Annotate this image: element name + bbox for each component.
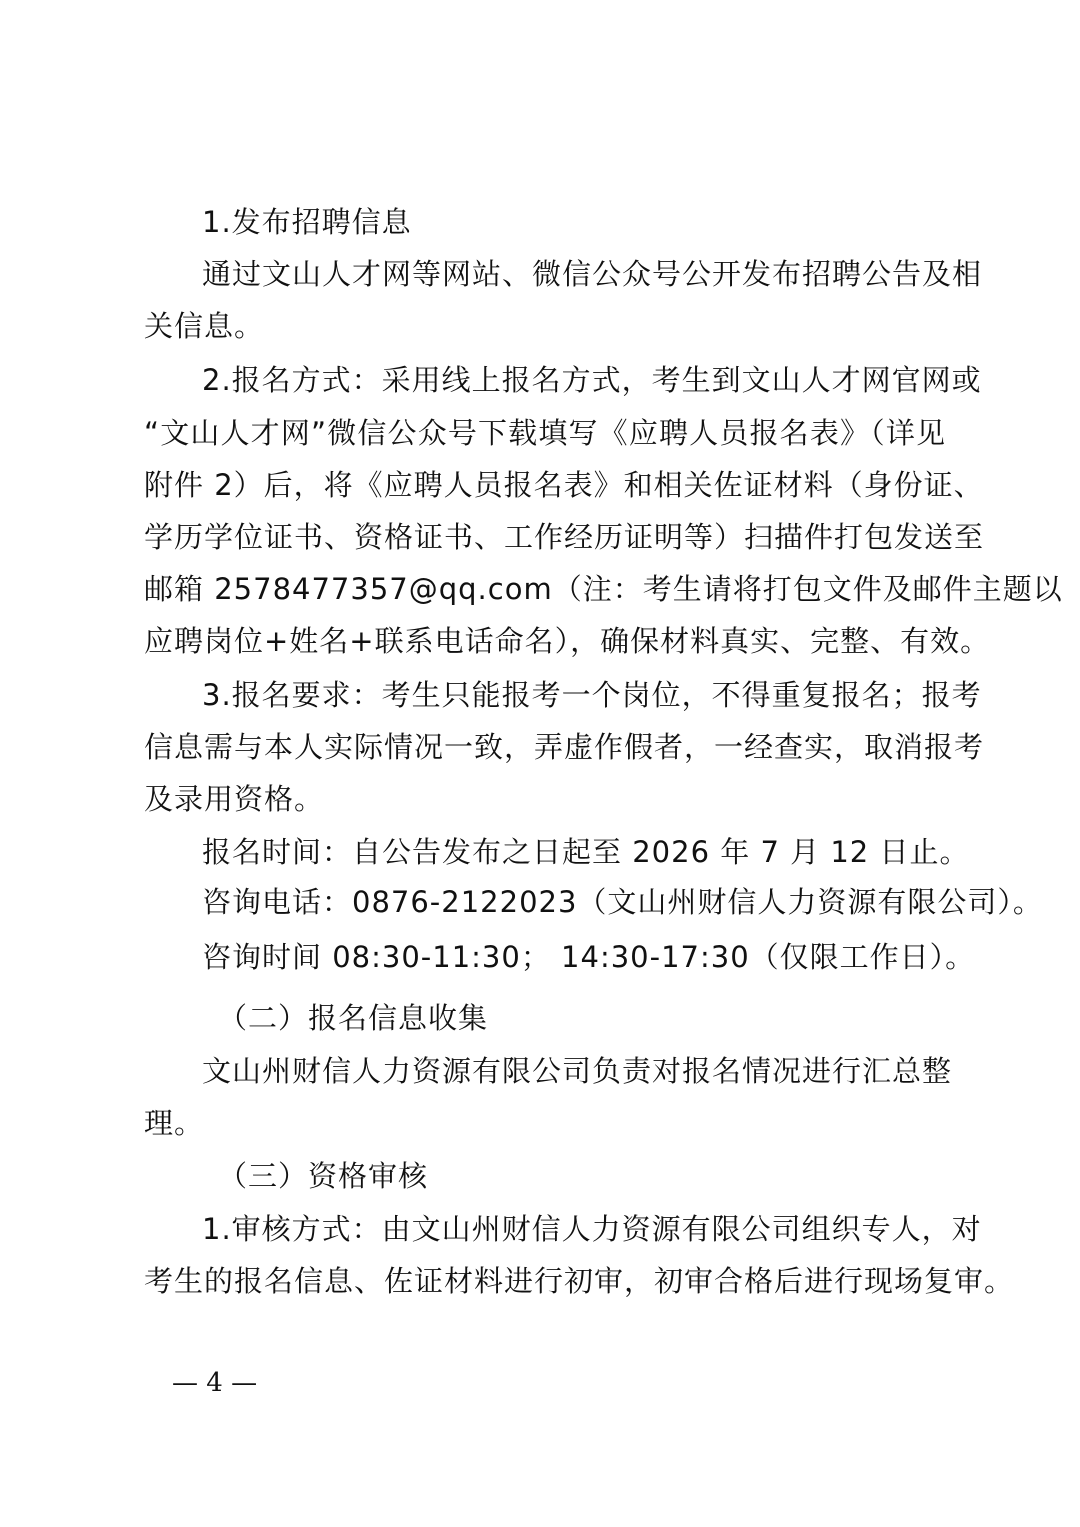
paragraph-line: 2.报名方式：采用线上报名方式，考生到文山人才网官网或 bbox=[202, 363, 982, 397]
paragraph-line: 3.报名要求：考生只能报考一个岗位，不得重复报名；报考 bbox=[202, 678, 982, 712]
paragraph-line: 应聘岗位+姓名+联系电话命名），确保材料真实、完整、有效。 bbox=[144, 624, 991, 658]
paragraph-line: “文山人才网”微信公众号下载填写《应聘人员报名表》（详见 bbox=[144, 416, 946, 450]
section-heading-review: （三）资格审核 bbox=[218, 1159, 429, 1193]
registration-time: 报名时间：自公告发布之日起至 2026 年 7 月 12 日止。 bbox=[202, 835, 970, 869]
paragraph-line-email: 邮箱 2578477357@qq.com（注：考生请将打包文件及邮件主题以 bbox=[144, 572, 1063, 606]
paragraph-line: 附件 2）后，将《应聘人员报名表》和相关佐证材料（身份证、 bbox=[144, 468, 984, 502]
consult-phone: 咨询电话：0876-2122023（文山州财信人力资源有限公司）。 bbox=[202, 885, 1043, 919]
paragraph-line: 信息需与本人实际情况一致，弄虚作假者，一经查实，取消报考 bbox=[144, 730, 985, 764]
paragraph-line: 学历学位证书、资格证书、工作经历证明等）扫描件打包发送至 bbox=[144, 520, 985, 554]
paragraph-line: 关信息。 bbox=[144, 309, 265, 343]
paragraph-line: 及录用资格。 bbox=[144, 782, 325, 816]
paragraph-line: 通过文山人才网等网站、微信公众号公开发布招聘公告及相 bbox=[202, 257, 983, 291]
paragraph-line: 文山州财信人力资源有限公司负责对报名情况进行汇总整 bbox=[202, 1054, 953, 1088]
consult-hours: 咨询时间 08:30-11:30； 14:30-17:30（仅限工作日）。 bbox=[202, 940, 976, 974]
heading-publish-info: 1.发布招聘信息 bbox=[202, 205, 412, 239]
paragraph-line: 考生的报名信息、佐证材料进行初审，初审合格后进行现场复审。 bbox=[144, 1264, 1015, 1298]
paragraph-line: 理。 bbox=[144, 1106, 205, 1140]
page-number: — 4 — bbox=[172, 1368, 258, 1398]
section-heading-collection: （二）报名信息收集 bbox=[218, 1001, 489, 1035]
paragraph-line: 1.审核方式：由文山州财信人力资源有限公司组织专人，对 bbox=[202, 1212, 982, 1246]
